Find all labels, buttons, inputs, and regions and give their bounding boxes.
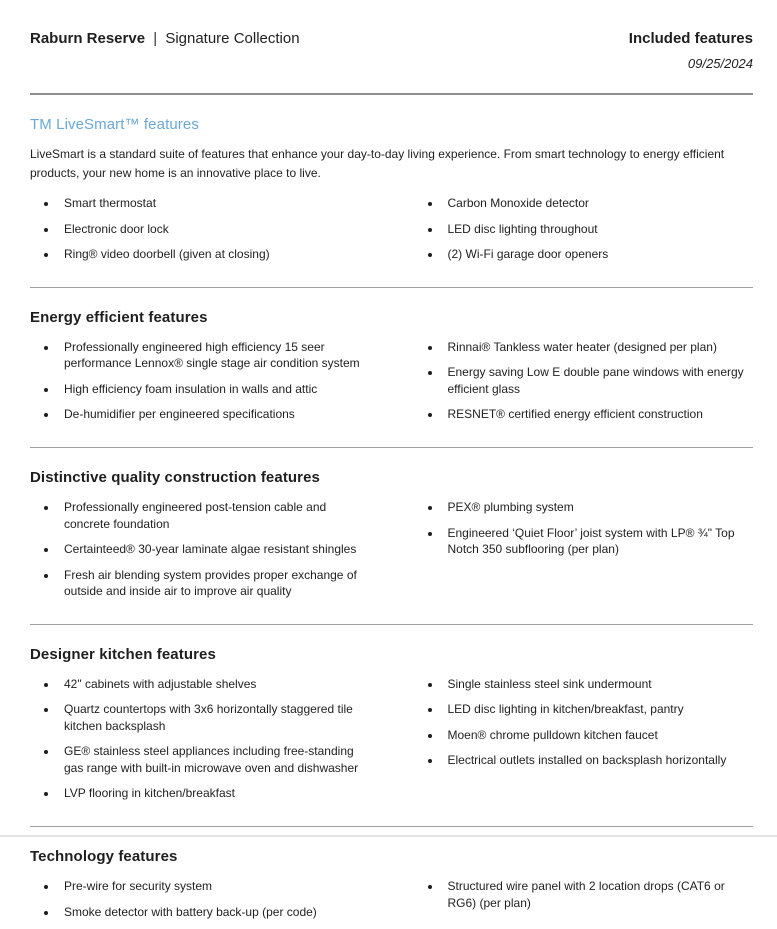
feature-list-left xyxy=(30,195,370,272)
community-name: Raburn Reserve xyxy=(30,30,146,47)
feature-columns xyxy=(30,878,753,929)
feature-list-left xyxy=(30,676,370,811)
section-quality-construction xyxy=(30,469,753,609)
feature-item: • PEX® plumbing system xyxy=(442,499,754,516)
feature-item: • LED disc lighting in kitchen/breakfast, pantry xyxy=(442,701,754,718)
feature-item: • 42" cabinets with adjustable shelves xyxy=(58,676,370,693)
section-title-technology: Technology features xyxy=(30,848,178,866)
feature-item: • RESNET® certified energy efficient construction xyxy=(442,406,754,423)
feature-item: • De-humidifier per engineered specifications xyxy=(58,406,370,423)
feature-item: • Professionally engineered post-tension cable and concrete foundation xyxy=(58,499,370,532)
section-title-construction: Distinctive quality construction features xyxy=(30,469,320,487)
document-date: 09/25/2024 xyxy=(687,56,753,71)
section-technology xyxy=(30,848,753,929)
feature-item: • Quartz countertops with 3x6 horizontally staggered tile kitchen backsplash xyxy=(58,701,370,734)
feature-list-right xyxy=(414,676,754,811)
section-energy-efficient xyxy=(30,309,753,432)
feature-item: • Carbon Monoxide detector xyxy=(442,195,754,212)
feature-columns xyxy=(30,339,753,432)
section-divider xyxy=(30,447,753,448)
feature-list-right xyxy=(414,339,754,432)
section-divider xyxy=(30,624,753,625)
feature-item: • Smoke detector with battery back-up (per code) xyxy=(58,904,370,921)
community-title xyxy=(30,30,300,47)
feature-item: • GE® stainless steel appliances including free-standing gas range with built-in microwave oven and dishwasher xyxy=(58,743,370,776)
section-title-livesmart: TM LiveSmart™ features xyxy=(30,116,199,133)
feature-item: • Ring® video doorbell (given at closing) xyxy=(58,246,370,263)
section-divider xyxy=(30,826,753,827)
feature-list-left xyxy=(30,878,370,929)
feature-item: • Electronic door lock xyxy=(58,221,370,238)
section-divider xyxy=(30,287,753,288)
feature-columns xyxy=(30,195,753,272)
feature-list-right xyxy=(414,195,754,272)
document-title: Included features xyxy=(628,30,753,47)
title-separator: | xyxy=(153,30,158,47)
feature-item: • Structured wire panel with 2 location drops (CAT6 or RG6) (per plan) xyxy=(442,878,754,911)
feature-item: • Pre-wire for security system xyxy=(58,878,370,895)
header-divider xyxy=(30,93,753,95)
feature-item: • Engineered ‘Quiet Floor’ joist system with LP® ¾" Top Notch 350 subflooring (per plan) xyxy=(442,525,754,558)
feature-item: • Electrical outlets installed on backsplash horizontally xyxy=(442,752,754,769)
feature-item: • Single stainless steel sink undermount xyxy=(442,676,754,693)
feature-item: • LED disc lighting throughout xyxy=(442,221,754,238)
feature-list-right xyxy=(414,499,754,609)
feature-item: • Smart thermostat xyxy=(58,195,370,212)
feature-item: • Rinnai® Tankless water heater (designed per plan) xyxy=(442,339,754,356)
section-title-kitchen: Designer kitchen features xyxy=(30,645,216,663)
feature-item: • Energy saving Low E double pane windows with energy efficient glass xyxy=(442,364,754,397)
header-row xyxy=(30,30,753,47)
feature-columns xyxy=(30,499,753,609)
feature-item: • High efficiency foam insulation in walls and attic xyxy=(58,381,370,398)
collection-name: Signature Collection xyxy=(165,30,300,47)
section-description: LiveSmart is a standard suite of features that enhance your day-to-day living experience. From smart technology to energy efficient products, your new home is an innovative place to live. xyxy=(30,147,725,180)
section-livesmart xyxy=(30,116,753,272)
feature-item: • (2) Wi-Fi garage door openers xyxy=(442,246,754,263)
feature-item: • Certainteed® 30-year laminate algae resistant shingles xyxy=(58,541,370,558)
feature-list-left xyxy=(30,339,370,432)
section-title-energy: Energy efficient features xyxy=(30,308,208,326)
page-bottom-edge xyxy=(0,835,777,837)
feature-item: • LVP flooring in kitchen/breakfast xyxy=(58,785,370,802)
feature-list-left xyxy=(30,499,370,609)
feature-columns xyxy=(30,676,753,811)
feature-item: • Professionally engineered high efficiency 15 seer performance Lennox® single stage air condition system xyxy=(58,339,370,372)
feature-item: • Fresh air blending system provides proper exchange of outside and inside air to improve air quality xyxy=(58,567,370,600)
section-designer-kitchen xyxy=(30,646,753,811)
feature-list-right xyxy=(414,878,754,929)
feature-item: • Moen® chrome pulldown kitchen faucet xyxy=(442,727,754,744)
document-header xyxy=(30,30,753,71)
